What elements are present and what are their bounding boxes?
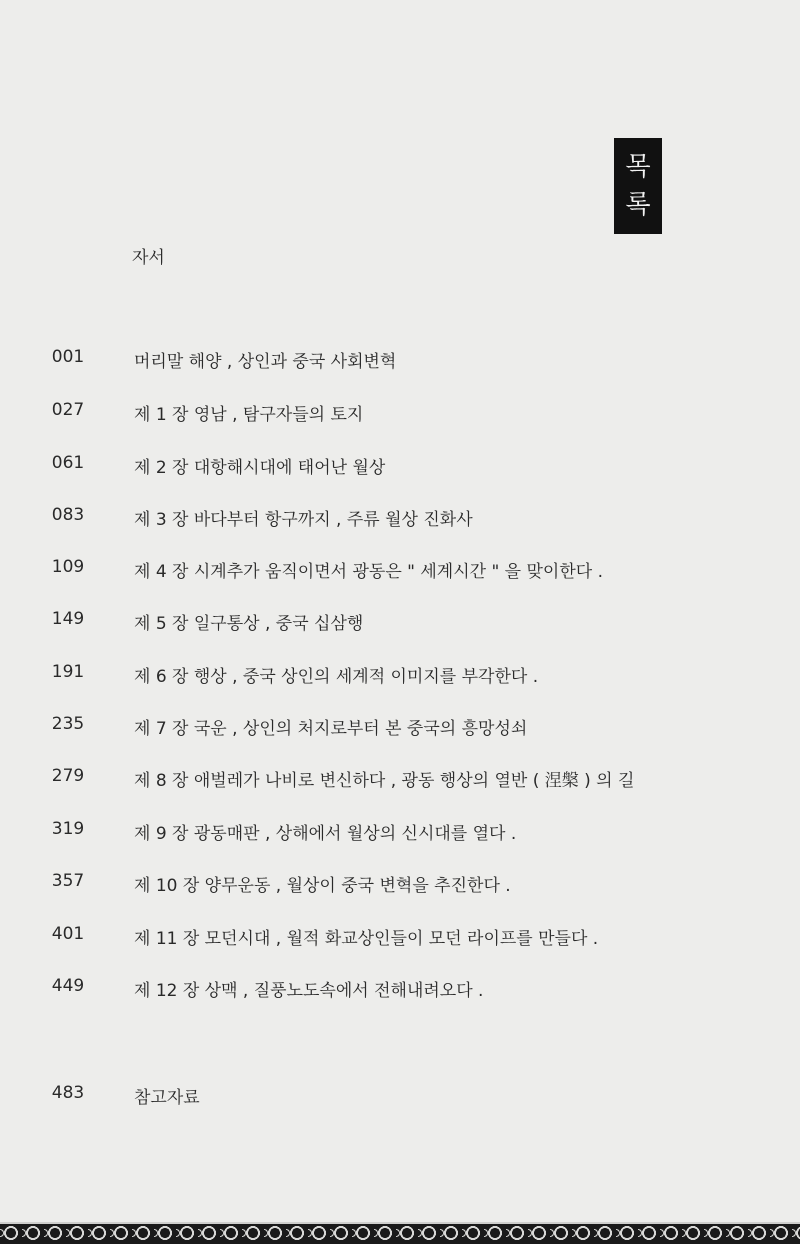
toc-entry[interactable] [0,662,800,688]
page-number: 083 [51,505,85,525]
toc-entry[interactable] [0,453,800,479]
entry-title: 제 6 장 행상 , 중국 상인의 세계적 이미지를 부각한다 . [134,667,539,687]
page-number: 319 [51,819,85,839]
heading-char-2: 록 [625,190,651,220]
entry-title: 제 10 장 양무운동 , 월상이 중국 변혁을 추진한다 . [134,876,511,896]
page-number: 483 [51,1083,85,1103]
entry-title: 제 12 장 상맥 , 질풍노도속에서 전해내려오다 . [134,981,484,1001]
page-number: 191 [51,662,85,682]
toc-entry[interactable] [0,819,800,845]
page-number: 027 [51,400,85,420]
page-number: 279 [51,766,85,786]
page-number: 235 [51,714,85,734]
entry-title: 제 11 장 모던시대 , 월적 화교상인들이 모던 라이프를 만들다 . [134,929,599,949]
toc-entry[interactable] [0,976,800,1002]
toc-entry[interactable] [0,714,800,740]
entry-title: 제 8 장 애벌레가 나비로 변신하다 , 광동 행상의 열반 ( 涅槃 ) 의 길 [134,771,635,791]
page-number: 357 [51,871,85,891]
toc-entry[interactable] [0,1083,800,1109]
toc-entry[interactable] [0,609,800,635]
toc-entry[interactable] [0,871,800,897]
page-number: 001 [51,347,85,367]
entry-title: 참고자료 [134,1088,200,1108]
toc-entry[interactable] [0,400,800,426]
entry-title: 제 3 장 바다부터 항구까지 , 주류 월상 진화사 [134,510,473,530]
page-number: 149 [51,609,85,629]
page-number: 449 [51,976,85,996]
entry-title: 제 5 장 일구통상 , 중국 십삼행 [134,614,364,634]
toc-entry[interactable] [0,347,800,373]
toc-entry[interactable] [0,924,800,950]
entry-title: 머리말 해양 , 상인과 중국 사회변혁 [134,352,397,372]
heading-char-1: 목 [625,152,651,182]
toc-entry[interactable] [0,505,800,531]
toc-heading [614,138,662,234]
decorative-border [0,1222,800,1244]
entry-title: 제 9 장 광동매판 , 상해에서 월상의 신시대를 열다 . [134,824,517,844]
entry-title: 제 1 장 영남 , 탐구자들의 토지 [134,405,364,425]
toc-entry[interactable] [0,766,800,792]
preface-label[interactable]: 자서 [132,248,165,268]
page-number: 109 [51,557,85,577]
entry-title: 제 7 장 국운 , 상인의 처지로부터 본 중국의 흥망성쇠 [134,719,528,739]
toc-entry[interactable] [0,557,800,583]
entry-title: 제 4 장 시계추가 움직이면서 광동은 " 세계시간 " 을 맞이한다 . [134,562,604,582]
page-number: 401 [51,924,85,944]
page-number: 061 [51,453,85,473]
entry-title: 제 2 장 대항해시대에 태어난 월상 [134,458,386,478]
